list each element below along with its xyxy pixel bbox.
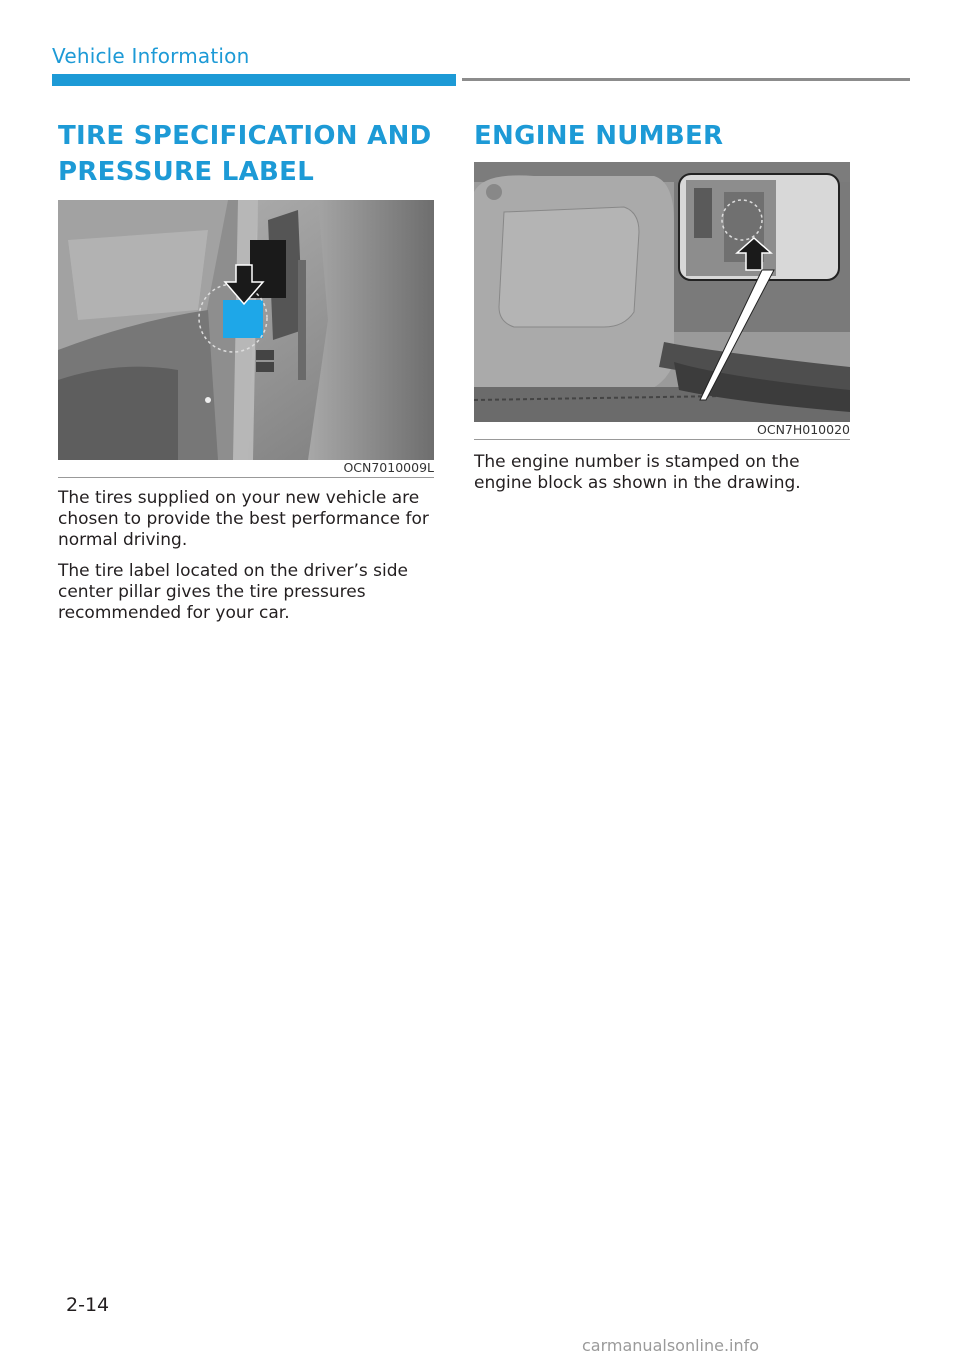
- tire-label-figure-code: OCN7010009L: [58, 460, 434, 478]
- tire-label-heading-line2: PRESSURE LABEL: [58, 157, 315, 187]
- tire-label-illustration: [58, 200, 434, 460]
- tire-label-paragraph-2: The tire label located on the driver’s side center pillar gives the tire pressures recommended for your car.: [58, 561, 409, 623]
- right-column: [474, 118, 854, 494]
- tire-label-heading-line1: TIRE SPECIFICATION AND: [58, 121, 432, 151]
- engine-number-heading: ENGINE NUMBER: [474, 121, 724, 151]
- watermark: carmanualsonline.info: [582, 1336, 760, 1355]
- engine-number-illustration: [474, 162, 850, 422]
- header-section-title: Vehicle Information: [52, 44, 250, 68]
- left-column: [58, 118, 438, 624]
- tire-label-paragraph-1: The tires supplied on your new vehicle are chosen to provide the best performance for normal driving.: [58, 488, 429, 550]
- tire-pressure-label-highlight: [223, 300, 263, 338]
- engine-number-figure-code: OCN7H010020: [474, 422, 850, 440]
- header-rule-gray: [462, 78, 910, 81]
- tire-label-heading: [58, 118, 438, 190]
- header-rule-blue: [52, 74, 456, 86]
- engine-number-figure: [474, 162, 850, 422]
- engine-number-paragraph: The engine number is stamped on the engine block as shown in the drawing.: [474, 452, 801, 493]
- page-number: 2-14: [66, 1294, 110, 1316]
- tire-label-figure: [58, 200, 434, 460]
